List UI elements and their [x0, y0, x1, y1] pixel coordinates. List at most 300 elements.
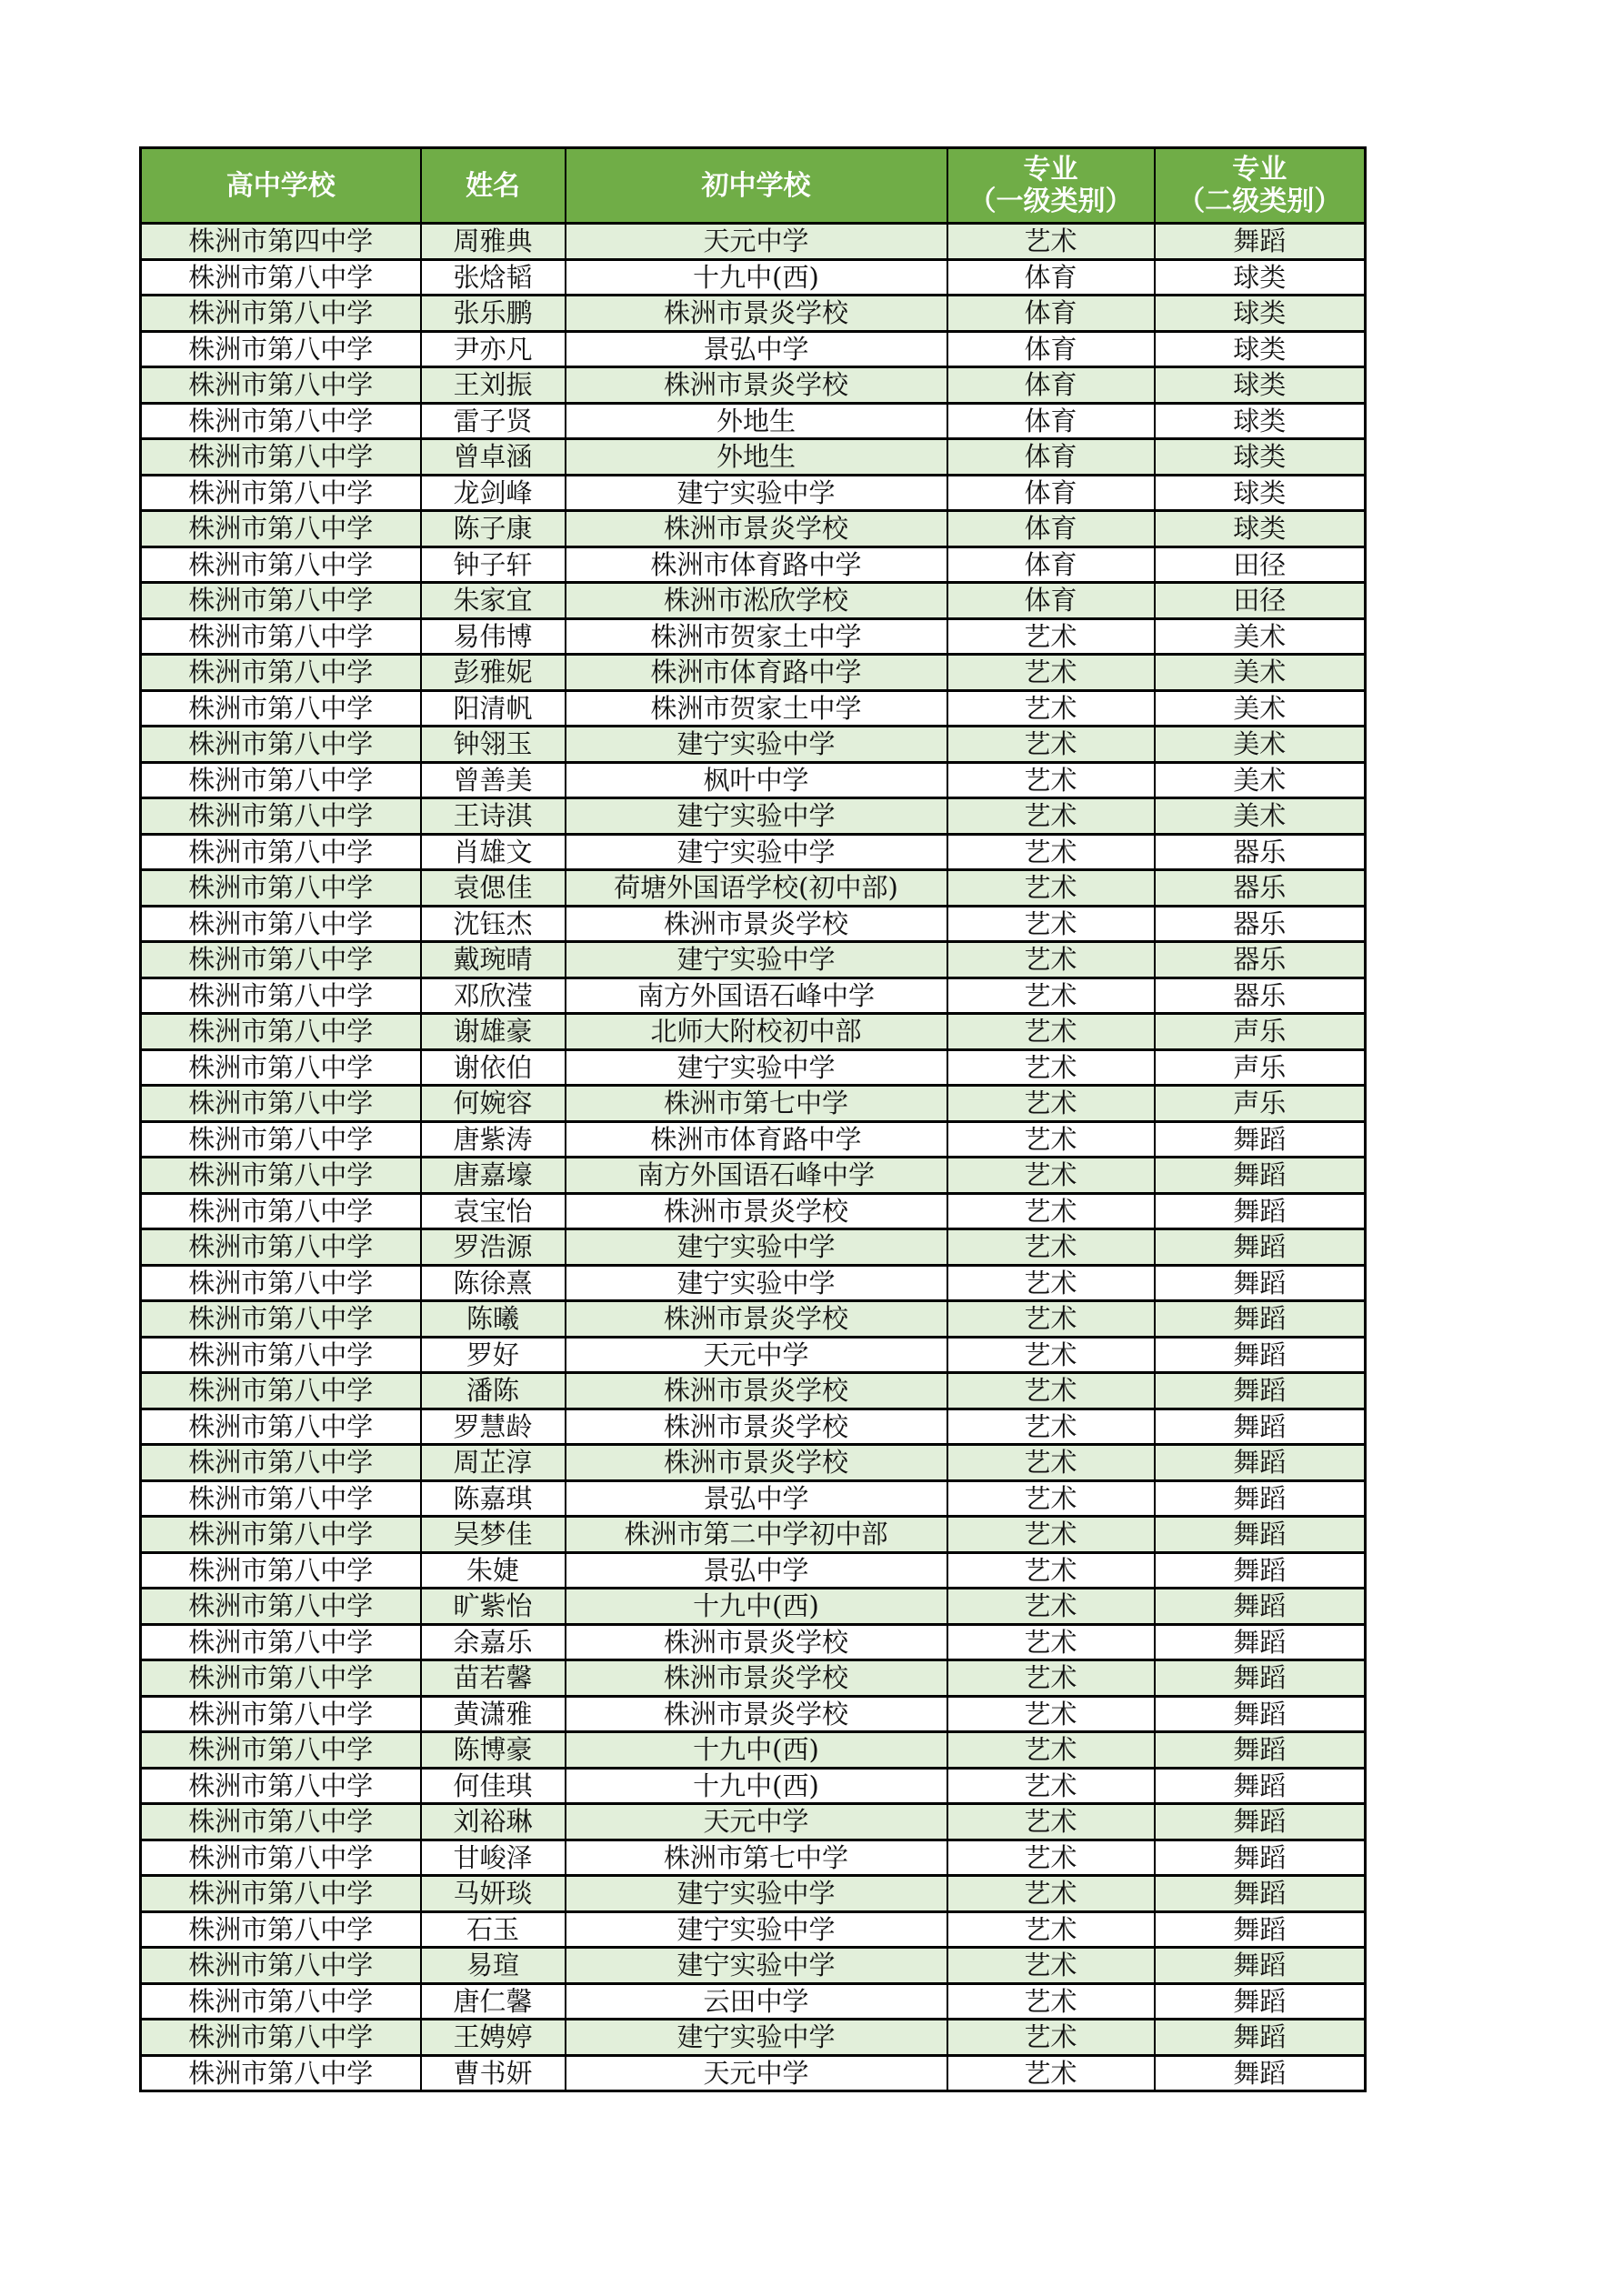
cell-middle-school: 北师大附校初中部: [566, 1014, 947, 1050]
cell-name: 袁宝怡: [421, 1193, 566, 1229]
cell-name: 甘峻泽: [421, 1840, 566, 1876]
cell-high-school: 株洲市第八中学: [141, 1660, 421, 1697]
cell-major-level1: 艺术: [947, 906, 1155, 942]
table-row: [141, 259, 1366, 296]
cell-middle-school: 建宁实验中学: [566, 942, 947, 978]
cell-name: 刘裕琳: [421, 1804, 566, 1840]
cell-middle-school: 株洲市贺家土中学: [566, 690, 947, 727]
table-row: [141, 1301, 1366, 1338]
cell-high-school: 株洲市第八中学: [141, 439, 421, 476]
cell-major-level2: 舞蹈: [1155, 1983, 1366, 2020]
cell-major-level2: 田径: [1155, 546, 1366, 583]
cell-high-school: 株洲市第八中学: [141, 475, 421, 511]
cell-major-level1: 艺术: [947, 655, 1155, 691]
table-row: [141, 439, 1366, 476]
table-row: [141, 1948, 1366, 1984]
table-row: [141, 2055, 1366, 2091]
cell-major-level2: 美术: [1155, 618, 1366, 655]
cell-major-level1: 艺术: [947, 1948, 1155, 1984]
table-row: [141, 1768, 1366, 1804]
table-row: [141, 1552, 1366, 1589]
cell-high-school: 株洲市第八中学: [141, 1696, 421, 1732]
cell-major-level1: 艺术: [947, 2055, 1155, 2091]
cell-name: 余嘉乐: [421, 1624, 566, 1660]
cell-major-level2: 舞蹈: [1155, 1768, 1366, 1804]
cell-name: 谢依伯: [421, 1049, 566, 1086]
cell-major-level1: 艺术: [947, 1301, 1155, 1338]
table-row: [141, 546, 1366, 583]
cell-middle-school: 天元中学: [566, 1337, 947, 1373]
cell-middle-school: 外地生: [566, 403, 947, 439]
cell-middle-school: 株洲市景炎学校: [566, 511, 947, 547]
cell-middle-school: 十九中(西): [566, 259, 947, 296]
cell-major-level2: 声乐: [1155, 1014, 1366, 1050]
cell-major-level2: 器乐: [1155, 834, 1366, 870]
cell-major-level2: 舞蹈: [1155, 1732, 1366, 1769]
table-row: [141, 475, 1366, 511]
cell-major-level1: 体育: [947, 331, 1155, 367]
cell-middle-school: 枫叶中学: [566, 762, 947, 798]
cell-name: 阳清帆: [421, 690, 566, 727]
cell-name: 张焓韬: [421, 259, 566, 296]
cell-major-level1: 艺术: [947, 1409, 1155, 1445]
cell-major-level1: 体育: [947, 259, 1155, 296]
cell-high-school: 株洲市第八中学: [141, 1911, 421, 1948]
cell-name: 唐仁馨: [421, 1983, 566, 2020]
table-row: [141, 1696, 1366, 1732]
cell-name: 肖雄文: [421, 834, 566, 870]
cell-name: 黄潇雅: [421, 1696, 566, 1732]
cell-middle-school: 株洲市景炎学校: [566, 1696, 947, 1732]
cell-high-school: 株洲市第八中学: [141, 762, 421, 798]
cell-high-school: 株洲市第八中学: [141, 1480, 421, 1517]
cell-name: 曾善美: [421, 762, 566, 798]
cell-name: 吴梦佳: [421, 1517, 566, 1553]
cell-major-level2: 声乐: [1155, 1086, 1366, 1122]
cell-high-school: 株洲市第八中学: [141, 870, 421, 907]
table-row: [141, 1517, 1366, 1553]
table-row: [141, 296, 1366, 332]
header-major-level1: 专业 （一级类别）: [947, 148, 1155, 224]
cell-high-school: 株洲市第八中学: [141, 1014, 421, 1050]
cell-middle-school: 天元中学: [566, 1804, 947, 1840]
cell-middle-school: 株洲市景炎学校: [566, 296, 947, 332]
cell-high-school: 株洲市第八中学: [141, 942, 421, 978]
cell-major-level1: 艺术: [947, 727, 1155, 763]
cell-major-level2: 舞蹈: [1155, 1337, 1366, 1373]
cell-name: 沈钰杰: [421, 906, 566, 942]
cell-name: 马妍琰: [421, 1876, 566, 1912]
cell-name: 钟子轩: [421, 546, 566, 583]
cell-major-level1: 艺术: [947, 1696, 1155, 1732]
cell-major-level1: 艺术: [947, 1337, 1155, 1373]
cell-name: 王诗淇: [421, 798, 566, 835]
cell-name: 易瑄: [421, 1948, 566, 1984]
cell-major-level2: 器乐: [1155, 870, 1366, 907]
table-row: [141, 690, 1366, 727]
cell-major-level2: 舞蹈: [1155, 1552, 1366, 1589]
cell-major-level2: 舞蹈: [1155, 2020, 1366, 2056]
table-row: [141, 1983, 1366, 2020]
cell-name: 朱婕: [421, 1552, 566, 1589]
cell-major-level1: 艺术: [947, 762, 1155, 798]
cell-high-school: 株洲市第八中学: [141, 1840, 421, 1876]
cell-major-level2: 器乐: [1155, 942, 1366, 978]
cell-middle-school: 建宁实验中学: [566, 1948, 947, 1984]
cell-name: 曾卓涵: [421, 439, 566, 476]
cell-major-level1: 艺术: [947, 1480, 1155, 1517]
table-row: [141, 870, 1366, 907]
cell-middle-school: 景弘中学: [566, 1480, 947, 1517]
cell-major-level1: 体育: [947, 546, 1155, 583]
cell-major-level2: 田径: [1155, 583, 1366, 619]
cell-major-level1: 体育: [947, 367, 1155, 404]
cell-major-level1: 艺术: [947, 1589, 1155, 1625]
cell-major-level2: 舞蹈: [1155, 1445, 1366, 1481]
table-row: [141, 2020, 1366, 2056]
cell-major-level2: 球类: [1155, 331, 1366, 367]
cell-major-level1: 体育: [947, 403, 1155, 439]
cell-high-school: 株洲市第八中学: [141, 1768, 421, 1804]
cell-name: 彭雅妮: [421, 655, 566, 691]
cell-name: 何佳琪: [421, 1768, 566, 1804]
cell-major-level2: 美术: [1155, 727, 1366, 763]
cell-name: 何婉容: [421, 1086, 566, 1122]
table-row: [141, 798, 1366, 835]
cell-name: 罗好: [421, 1337, 566, 1373]
table-row: [141, 1911, 1366, 1948]
cell-middle-school: 株洲市景炎学校: [566, 1409, 947, 1445]
cell-high-school: 株洲市第八中学: [141, 259, 421, 296]
cell-major-level1: 艺术: [947, 1983, 1155, 2020]
cell-major-level1: 艺术: [947, 834, 1155, 870]
cell-major-level1: 艺术: [947, 1517, 1155, 1553]
student-table: [139, 146, 1367, 2092]
cell-high-school: 株洲市第八中学: [141, 798, 421, 835]
cell-high-school: 株洲市第八中学: [141, 296, 421, 332]
cell-major-level1: 艺术: [947, 1804, 1155, 1840]
cell-middle-school: 十九中(西): [566, 1732, 947, 1769]
cell-name: 陈曦: [421, 1301, 566, 1338]
cell-major-level1: 艺术: [947, 1158, 1155, 1194]
cell-name: 雷子贤: [421, 403, 566, 439]
table-row: [141, 1373, 1366, 1409]
cell-major-level1: 艺术: [947, 1660, 1155, 1697]
cell-high-school: 株洲市第八中学: [141, 1876, 421, 1912]
cell-major-level2: 器乐: [1155, 906, 1366, 942]
table-row: [141, 978, 1366, 1014]
table-row: [141, 583, 1366, 619]
cell-high-school: 株洲市第八中学: [141, 1517, 421, 1553]
cell-high-school: 株洲市第八中学: [141, 1049, 421, 1086]
table-row: [141, 224, 1366, 260]
table-row: [141, 1121, 1366, 1158]
cell-middle-school: 十九中(西): [566, 1768, 947, 1804]
cell-major-level2: 舞蹈: [1155, 1193, 1366, 1229]
cell-major-level1: 艺术: [947, 690, 1155, 727]
cell-high-school: 株洲市第八中学: [141, 655, 421, 691]
cell-high-school: 株洲市第八中学: [141, 1373, 421, 1409]
cell-middle-school: 株洲市淞欣学校: [566, 583, 947, 619]
cell-major-level2: 舞蹈: [1155, 224, 1366, 260]
table-row: [141, 1193, 1366, 1229]
table-row: [141, 1445, 1366, 1481]
cell-middle-school: 建宁实验中学: [566, 834, 947, 870]
cell-name: 邓欣滢: [421, 978, 566, 1014]
cell-major-level1: 艺术: [947, 1911, 1155, 1948]
cell-major-level1: 艺术: [947, 618, 1155, 655]
cell-major-level2: 舞蹈: [1155, 1480, 1366, 1517]
cell-major-level2: 舞蹈: [1155, 1696, 1366, 1732]
cell-major-level1: 艺术: [947, 1373, 1155, 1409]
cell-middle-school: 株洲市第二中学初中部: [566, 1517, 947, 1553]
cell-high-school: 株洲市第八中学: [141, 403, 421, 439]
cell-name: 唐紫涛: [421, 1121, 566, 1158]
cell-middle-school: 株洲市体育路中学: [566, 546, 947, 583]
cell-middle-school: 株洲市体育路中学: [566, 1121, 947, 1158]
cell-major-level2: 球类: [1155, 403, 1366, 439]
cell-middle-school: 天元中学: [566, 2055, 947, 2091]
cell-middle-school: 株洲市体育路中学: [566, 655, 947, 691]
cell-major-level2: 舞蹈: [1155, 2055, 1366, 2091]
cell-major-level2: 舞蹈: [1155, 1911, 1366, 1948]
cell-middle-school: 株洲市贺家土中学: [566, 618, 947, 655]
cell-name: 钟翎玉: [421, 727, 566, 763]
cell-major-level1: 艺术: [947, 1876, 1155, 1912]
cell-high-school: 株洲市第四中学: [141, 224, 421, 260]
cell-major-level1: 艺术: [947, 1445, 1155, 1481]
cell-major-level2: 美术: [1155, 762, 1366, 798]
cell-major-level2: 球类: [1155, 259, 1366, 296]
cell-name: 苗若馨: [421, 1660, 566, 1697]
cell-middle-school: 景弘中学: [566, 1552, 947, 1589]
table-row: [141, 1337, 1366, 1373]
cell-high-school: 株洲市第八中学: [141, 1624, 421, 1660]
cell-middle-school: 十九中(西): [566, 1589, 947, 1625]
table-row: [141, 618, 1366, 655]
table-row: [141, 1265, 1366, 1301]
header-middle-school: 初中学校: [566, 148, 947, 224]
table-row: [141, 511, 1366, 547]
table-row: [141, 906, 1366, 942]
cell-major-level2: 球类: [1155, 511, 1366, 547]
cell-high-school: 株洲市第八中学: [141, 1158, 421, 1194]
table-row: [141, 1014, 1366, 1050]
cell-high-school: 株洲市第八中学: [141, 1301, 421, 1338]
cell-middle-school: 南方外国语石峰中学: [566, 978, 947, 1014]
cell-high-school: 株洲市第八中学: [141, 1732, 421, 1769]
cell-high-school: 株洲市第八中学: [141, 906, 421, 942]
cell-name: 谢雄豪: [421, 1014, 566, 1050]
cell-major-level2: 舞蹈: [1155, 1301, 1366, 1338]
header-high-school: 高中学校: [141, 148, 421, 224]
cell-middle-school: 株洲市第七中学: [566, 1086, 947, 1122]
table-row: [141, 834, 1366, 870]
cell-high-school: 株洲市第八中学: [141, 1445, 421, 1481]
table-row: [141, 1624, 1366, 1660]
cell-high-school: 株洲市第八中学: [141, 727, 421, 763]
cell-high-school: 株洲市第八中学: [141, 1983, 421, 2020]
table-row: [141, 1660, 1366, 1697]
cell-middle-school: 株洲市景炎学校: [566, 1193, 947, 1229]
cell-name: 罗浩源: [421, 1229, 566, 1266]
cell-name: 陈徐熹: [421, 1265, 566, 1301]
header-name: 姓名: [421, 148, 566, 224]
table-row: [141, 403, 1366, 439]
table-row: [141, 1229, 1366, 1266]
cell-high-school: 株洲市第八中学: [141, 1229, 421, 1266]
cell-name: 旷紫怡: [421, 1589, 566, 1625]
cell-high-school: 株洲市第八中学: [141, 1552, 421, 1589]
cell-high-school: 株洲市第八中学: [141, 1948, 421, 1984]
cell-high-school: 株洲市第八中学: [141, 583, 421, 619]
cell-major-level1: 艺术: [947, 1732, 1155, 1769]
cell-major-level1: 艺术: [947, 1121, 1155, 1158]
cell-name: 石玉: [421, 1911, 566, 1948]
cell-middle-school: 景弘中学: [566, 331, 947, 367]
cell-major-level2: 球类: [1155, 475, 1366, 511]
table-row: [141, 1049, 1366, 1086]
table-row: [141, 655, 1366, 691]
cell-middle-school: 株洲市景炎学校: [566, 1301, 947, 1338]
cell-major-level1: 艺术: [947, 1086, 1155, 1122]
cell-major-level2: 器乐: [1155, 978, 1366, 1014]
cell-middle-school: 株洲市景炎学校: [566, 1445, 947, 1481]
cell-major-level1: 艺术: [947, 1768, 1155, 1804]
cell-major-level2: 美术: [1155, 690, 1366, 727]
cell-major-level1: 体育: [947, 511, 1155, 547]
cell-high-school: 株洲市第八中学: [141, 367, 421, 404]
table-row: [141, 1086, 1366, 1122]
cell-middle-school: 株洲市景炎学校: [566, 1373, 947, 1409]
cell-major-level1: 艺术: [947, 1014, 1155, 1050]
cell-major-level2: 舞蹈: [1155, 1409, 1366, 1445]
cell-name: 罗慧龄: [421, 1409, 566, 1445]
cell-major-level2: 舞蹈: [1155, 1624, 1366, 1660]
cell-major-level2: 美术: [1155, 655, 1366, 691]
cell-name: 唐嘉壕: [421, 1158, 566, 1194]
cell-name: 袁偲佳: [421, 870, 566, 907]
cell-high-school: 株洲市第八中学: [141, 1589, 421, 1625]
cell-major-level1: 艺术: [947, 1193, 1155, 1229]
cell-major-level1: 艺术: [947, 1229, 1155, 1266]
cell-major-level2: 舞蹈: [1155, 1121, 1366, 1158]
cell-major-level2: 舞蹈: [1155, 1660, 1366, 1697]
cell-name: 陈子康: [421, 511, 566, 547]
cell-name: 王刘振: [421, 367, 566, 404]
cell-major-level2: 声乐: [1155, 1049, 1366, 1086]
cell-name: 戴琬晴: [421, 942, 566, 978]
cell-major-level1: 艺术: [947, 1552, 1155, 1589]
cell-major-level2: 舞蹈: [1155, 1876, 1366, 1912]
cell-middle-school: 建宁实验中学: [566, 475, 947, 511]
cell-middle-school: 株洲市景炎学校: [566, 1660, 947, 1697]
cell-high-school: 株洲市第八中学: [141, 546, 421, 583]
table-row: [141, 1589, 1366, 1625]
cell-name: 潘陈: [421, 1373, 566, 1409]
cell-major-level1: 艺术: [947, 1840, 1155, 1876]
cell-major-level1: 体育: [947, 475, 1155, 511]
cell-middle-school: 云田中学: [566, 1983, 947, 2020]
cell-major-level1: 艺术: [947, 2020, 1155, 2056]
cell-high-school: 株洲市第八中学: [141, 1265, 421, 1301]
table-row: [141, 727, 1366, 763]
cell-major-level2: 舞蹈: [1155, 1229, 1366, 1266]
cell-name: 龙剑峰: [421, 475, 566, 511]
cell-major-level2: 舞蹈: [1155, 1589, 1366, 1625]
cell-high-school: 株洲市第八中学: [141, 2020, 421, 2056]
table-row: [141, 762, 1366, 798]
cell-high-school: 株洲市第八中学: [141, 1193, 421, 1229]
cell-middle-school: 建宁实验中学: [566, 1049, 947, 1086]
table-row: [141, 1158, 1366, 1194]
header-row: [141, 148, 1366, 224]
table-row: [141, 942, 1366, 978]
cell-middle-school: 株洲市第七中学: [566, 1840, 947, 1876]
cell-major-level2: 舞蹈: [1155, 1158, 1366, 1194]
table-row: [141, 1840, 1366, 1876]
table-row: [141, 367, 1366, 404]
cell-major-level1: 体育: [947, 296, 1155, 332]
cell-name: 陈博豪: [421, 1732, 566, 1769]
cell-major-level1: 体育: [947, 583, 1155, 619]
cell-high-school: 株洲市第八中学: [141, 2055, 421, 2091]
table-row: [141, 1409, 1366, 1445]
cell-name: 周芷淳: [421, 1445, 566, 1481]
cell-major-level1: 艺术: [947, 1049, 1155, 1086]
cell-name: 周雅典: [421, 224, 566, 260]
cell-name: 王娉婷: [421, 2020, 566, 2056]
cell-middle-school: 建宁实验中学: [566, 1911, 947, 1948]
table-row: [141, 1876, 1366, 1912]
cell-major-level1: 艺术: [947, 1624, 1155, 1660]
cell-high-school: 株洲市第八中学: [141, 1804, 421, 1840]
table-row: [141, 1732, 1366, 1769]
cell-major-level2: 球类: [1155, 367, 1366, 404]
cell-major-level2: 球类: [1155, 439, 1366, 476]
cell-middle-school: 天元中学: [566, 224, 947, 260]
cell-high-school: 株洲市第八中学: [141, 690, 421, 727]
cell-middle-school: 外地生: [566, 439, 947, 476]
cell-name: 陈嘉琪: [421, 1480, 566, 1517]
cell-high-school: 株洲市第八中学: [141, 511, 421, 547]
cell-middle-school: 南方外国语石峰中学: [566, 1158, 947, 1194]
cell-name: 尹亦凡: [421, 331, 566, 367]
cell-name: 曹书妍: [421, 2055, 566, 2091]
cell-middle-school: 株洲市景炎学校: [566, 367, 947, 404]
cell-major-level1: 艺术: [947, 1265, 1155, 1301]
table-row: [141, 331, 1366, 367]
cell-high-school: 株洲市第八中学: [141, 978, 421, 1014]
cell-name: 朱家宜: [421, 583, 566, 619]
cell-major-level2: 美术: [1155, 798, 1366, 835]
cell-middle-school: 建宁实验中学: [566, 1265, 947, 1301]
cell-major-level1: 艺术: [947, 978, 1155, 1014]
table-row: [141, 1804, 1366, 1840]
cell-middle-school: 荷塘外国语学校(初中部): [566, 870, 947, 907]
cell-major-level1: 艺术: [947, 870, 1155, 907]
header-major-level2: 专业 （二级类别）: [1155, 148, 1366, 224]
cell-middle-school: 建宁实验中学: [566, 2020, 947, 2056]
cell-major-level2: 舞蹈: [1155, 1373, 1366, 1409]
cell-middle-school: 建宁实验中学: [566, 1229, 947, 1266]
cell-major-level2: 舞蹈: [1155, 1517, 1366, 1553]
cell-major-level2: 球类: [1155, 296, 1366, 332]
cell-high-school: 株洲市第八中学: [141, 1121, 421, 1158]
cell-major-level2: 舞蹈: [1155, 1840, 1366, 1876]
cell-major-level2: 舞蹈: [1155, 1804, 1366, 1840]
cell-high-school: 株洲市第八中学: [141, 834, 421, 870]
